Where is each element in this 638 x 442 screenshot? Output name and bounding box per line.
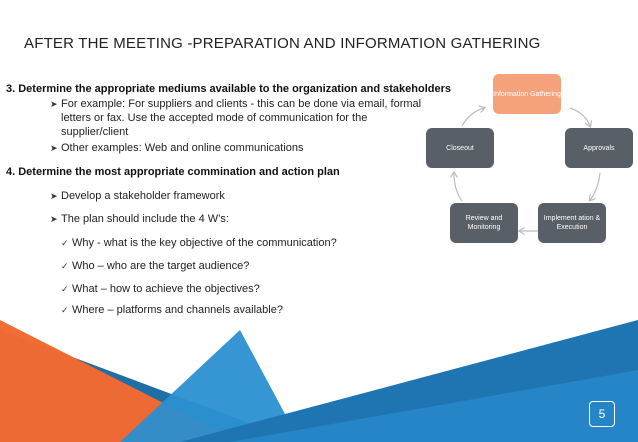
bullet-other-examples [50,141,430,155]
arrow-bullet-icon: ➤ [50,214,58,224]
check-text: What – how to achieve the objectives? [72,283,260,295]
check-item-why [61,236,421,250]
check-text: Where – platforms and channels available? [72,304,283,316]
checkmark-icon: ✓ [61,261,69,271]
heading-4: 4. Determine the most appropriate commination and action plan [6,166,340,178]
arrow-bullet-icon: ➤ [50,191,58,201]
node-implementation-execution: Implement ation & Execution [538,203,606,243]
slide-title: AFTER THE MEETING -PREPARATION AND INFORMATION GATHERING [24,35,541,52]
arrow-review-to-closeout [454,173,462,201]
node-closeout: Closeout [426,128,494,168]
arrow-bullet-icon: ➤ [50,99,58,109]
node-information-gathering: Information Gathering [493,74,561,114]
bullet-line: supplier/client [61,126,129,138]
checkmark-icon: ✓ [61,305,69,315]
arrow-closeout-to-info [462,108,484,126]
check-text: Why - what is the key objective of the communication? [72,237,337,249]
check-item-what [61,282,421,296]
bullet-line: letters or fax. Use the accepted mode of communication for the [61,112,368,124]
bullet-example [50,97,430,139]
node-approvals: Approvals [565,128,633,168]
checkmark-icon: ✓ [61,238,69,248]
bullet-line: For example: For suppliers and clients - this can be done via email, formal [61,98,422,110]
arrow-bullet-icon: ➤ [50,143,58,153]
bullet-text [61,97,430,139]
arrow-info-to-approvals [570,108,590,126]
checkmark-icon: ✓ [61,284,69,294]
check-item-where [61,303,421,317]
bullet-framework [50,189,410,203]
arrow-approvals-to-implementation [590,173,600,200]
node-review-monitoring: Review and Monitoring [450,203,518,243]
bullet-text: Other examples: Web and online communications [61,142,304,154]
page-number: 5 [589,401,615,427]
process-cycle-diagram [420,68,635,258]
bullet-4ws [50,212,410,226]
bullet-text: Develop a stakeholder framework [61,190,225,202]
bullet-text: The plan should include the 4 W’s: [61,213,229,225]
check-item-who [61,259,421,273]
check-text: Who – who are the target audience? [72,260,250,272]
heading-3: 3. Determine the appropriate mediums available to the organization and stakeholders [6,83,452,95]
